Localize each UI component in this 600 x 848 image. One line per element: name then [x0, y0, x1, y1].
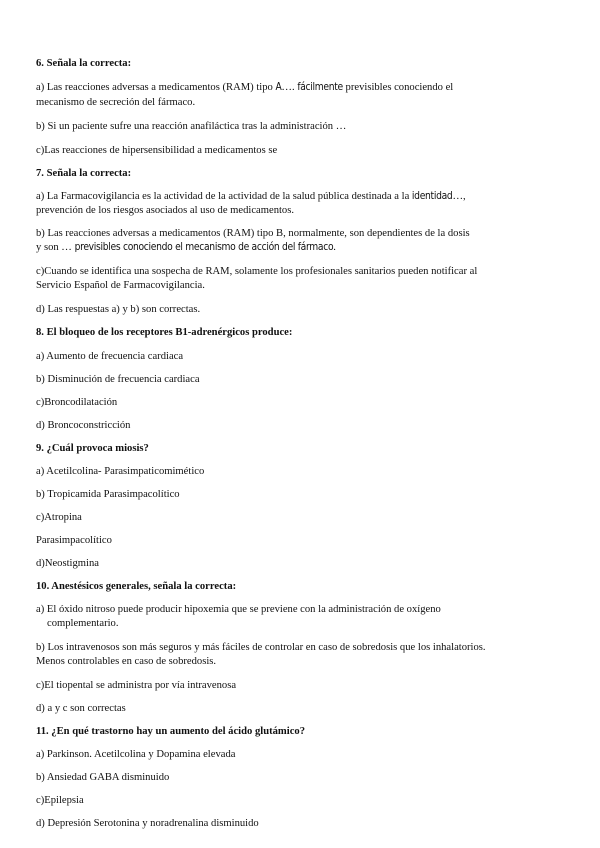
question-6-option-c: c)Las reacciones de hipersensibilidad a medicamentos se [36, 145, 278, 156]
question-8-option-d: d) Broncoconstricción [36, 420, 131, 431]
question-9-option-c: c)Atropina [36, 512, 82, 523]
question-7-option-c-line-2: Servicio Español de Farmacovigilancia. [36, 280, 205, 291]
handwritten-answer: fácilmente [297, 82, 343, 93]
question-8-title: 8. El bloqueo de los receptores B1-adrenérgicos produce: [36, 327, 293, 338]
question-9-option-d: d)Neostigmina [36, 558, 99, 569]
question-7-title: 7. Señala la correcta: [36, 168, 132, 179]
question-8-option-b: b) Disminución de frecuencia cardiaca [36, 374, 200, 385]
handwritten-answer: identidad [411, 191, 453, 202]
text-span: …. [281, 82, 298, 93]
question-10-option-a-line-1: a) El óxido nitroso puede producir hipoxemia que se previene con la administración de oxígeno [36, 604, 441, 615]
question-11-title: 11. ¿En qué trastorno hay un aumento del ácido glutámico? [36, 726, 305, 737]
handwritten-answer: previsibles conociendo el mecanismo de acción del fármaco [74, 242, 334, 253]
question-9-option-b: b) Tropicamida Parasimpacolítico [36, 489, 180, 500]
question-9-title: 9. ¿Cuál provoca miosis? [36, 443, 149, 454]
text-span: . [333, 242, 336, 253]
question-11-option-b: b) Ansiedad GABA disminuido [36, 772, 170, 783]
handwritten-answer: A [275, 82, 282, 93]
question-6-option-a-line-2: mecanismo de secreción del fármaco. [36, 97, 196, 108]
question-7-option-a-line-2: prevención de los riesgos asociados al uso de medicamentos. [36, 205, 295, 216]
question-7-option-b-line-1: b) Las reacciones adversas a medicamentos (RAM) tipo B, normalmente, son dependientes de la dosis [36, 228, 470, 239]
question-7-option-c-line-1: c)Cuando se identifica una sospecha de RAM, solamente los profesionales sanitarios pueden notificar al [36, 266, 478, 277]
question-11-option-a: a) Parkinson. Acetilcolina y Dopamina elevada [36, 749, 236, 760]
question-7-option-d: d) Las respuestas a) y b) son correctas. [36, 304, 201, 315]
question-11-option-d: d) Depresión Serotonina y noradrenalina disminuido [36, 818, 259, 829]
question-10-option-b-line-1: b) Los intravenosos son más seguros y más fáciles de controlar en caso de sobredosis que los inhalatorios. [36, 642, 486, 653]
text-span: …, [452, 191, 466, 202]
question-6-option-b: b) Si un paciente sufre una reacción anafiláctica tras la administración … [36, 121, 347, 132]
question-7-option-a-line-1 [36, 189, 566, 204]
question-9-option-a: a) Acetilcolina- Parasimpaticomimético [36, 466, 205, 477]
question-10-option-c: c)El tiopental se administra por vía intravenosa [36, 680, 237, 691]
text-span: previsibles conociendo el [342, 82, 454, 93]
question-8-option-c: c)Broncodilatación [36, 397, 118, 408]
text-span: y son … [36, 242, 75, 253]
text-span: a) La Farmacovigilancia es la actividad de la actividad de la salud pública destinada a la [36, 191, 412, 202]
question-10-option-b-line-2: Menos controlables en caso de sobredosis. [36, 656, 217, 667]
question-6-title: 6. Señala la correcta: [36, 58, 132, 69]
question-10-title: 10. Anestésicos generales, señala la correcta: [36, 581, 237, 592]
question-7-option-b-line-2 [36, 240, 566, 255]
question-9-option-c-note: Parasimpacolítico [36, 535, 112, 546]
question-11-option-c: c)Epilepsia [36, 795, 84, 806]
question-6-option-a-line-1 [36, 80, 566, 95]
question-8-option-a: a) Aumento de frecuencia cardiaca [36, 351, 184, 362]
text-span: a) Las reacciones adversas a medicamentos (RAM) tipo [36, 82, 276, 93]
question-10-option-a-line-2: complementario. [47, 618, 119, 629]
question-10-option-d: d) a y c son correctas [36, 703, 126, 714]
